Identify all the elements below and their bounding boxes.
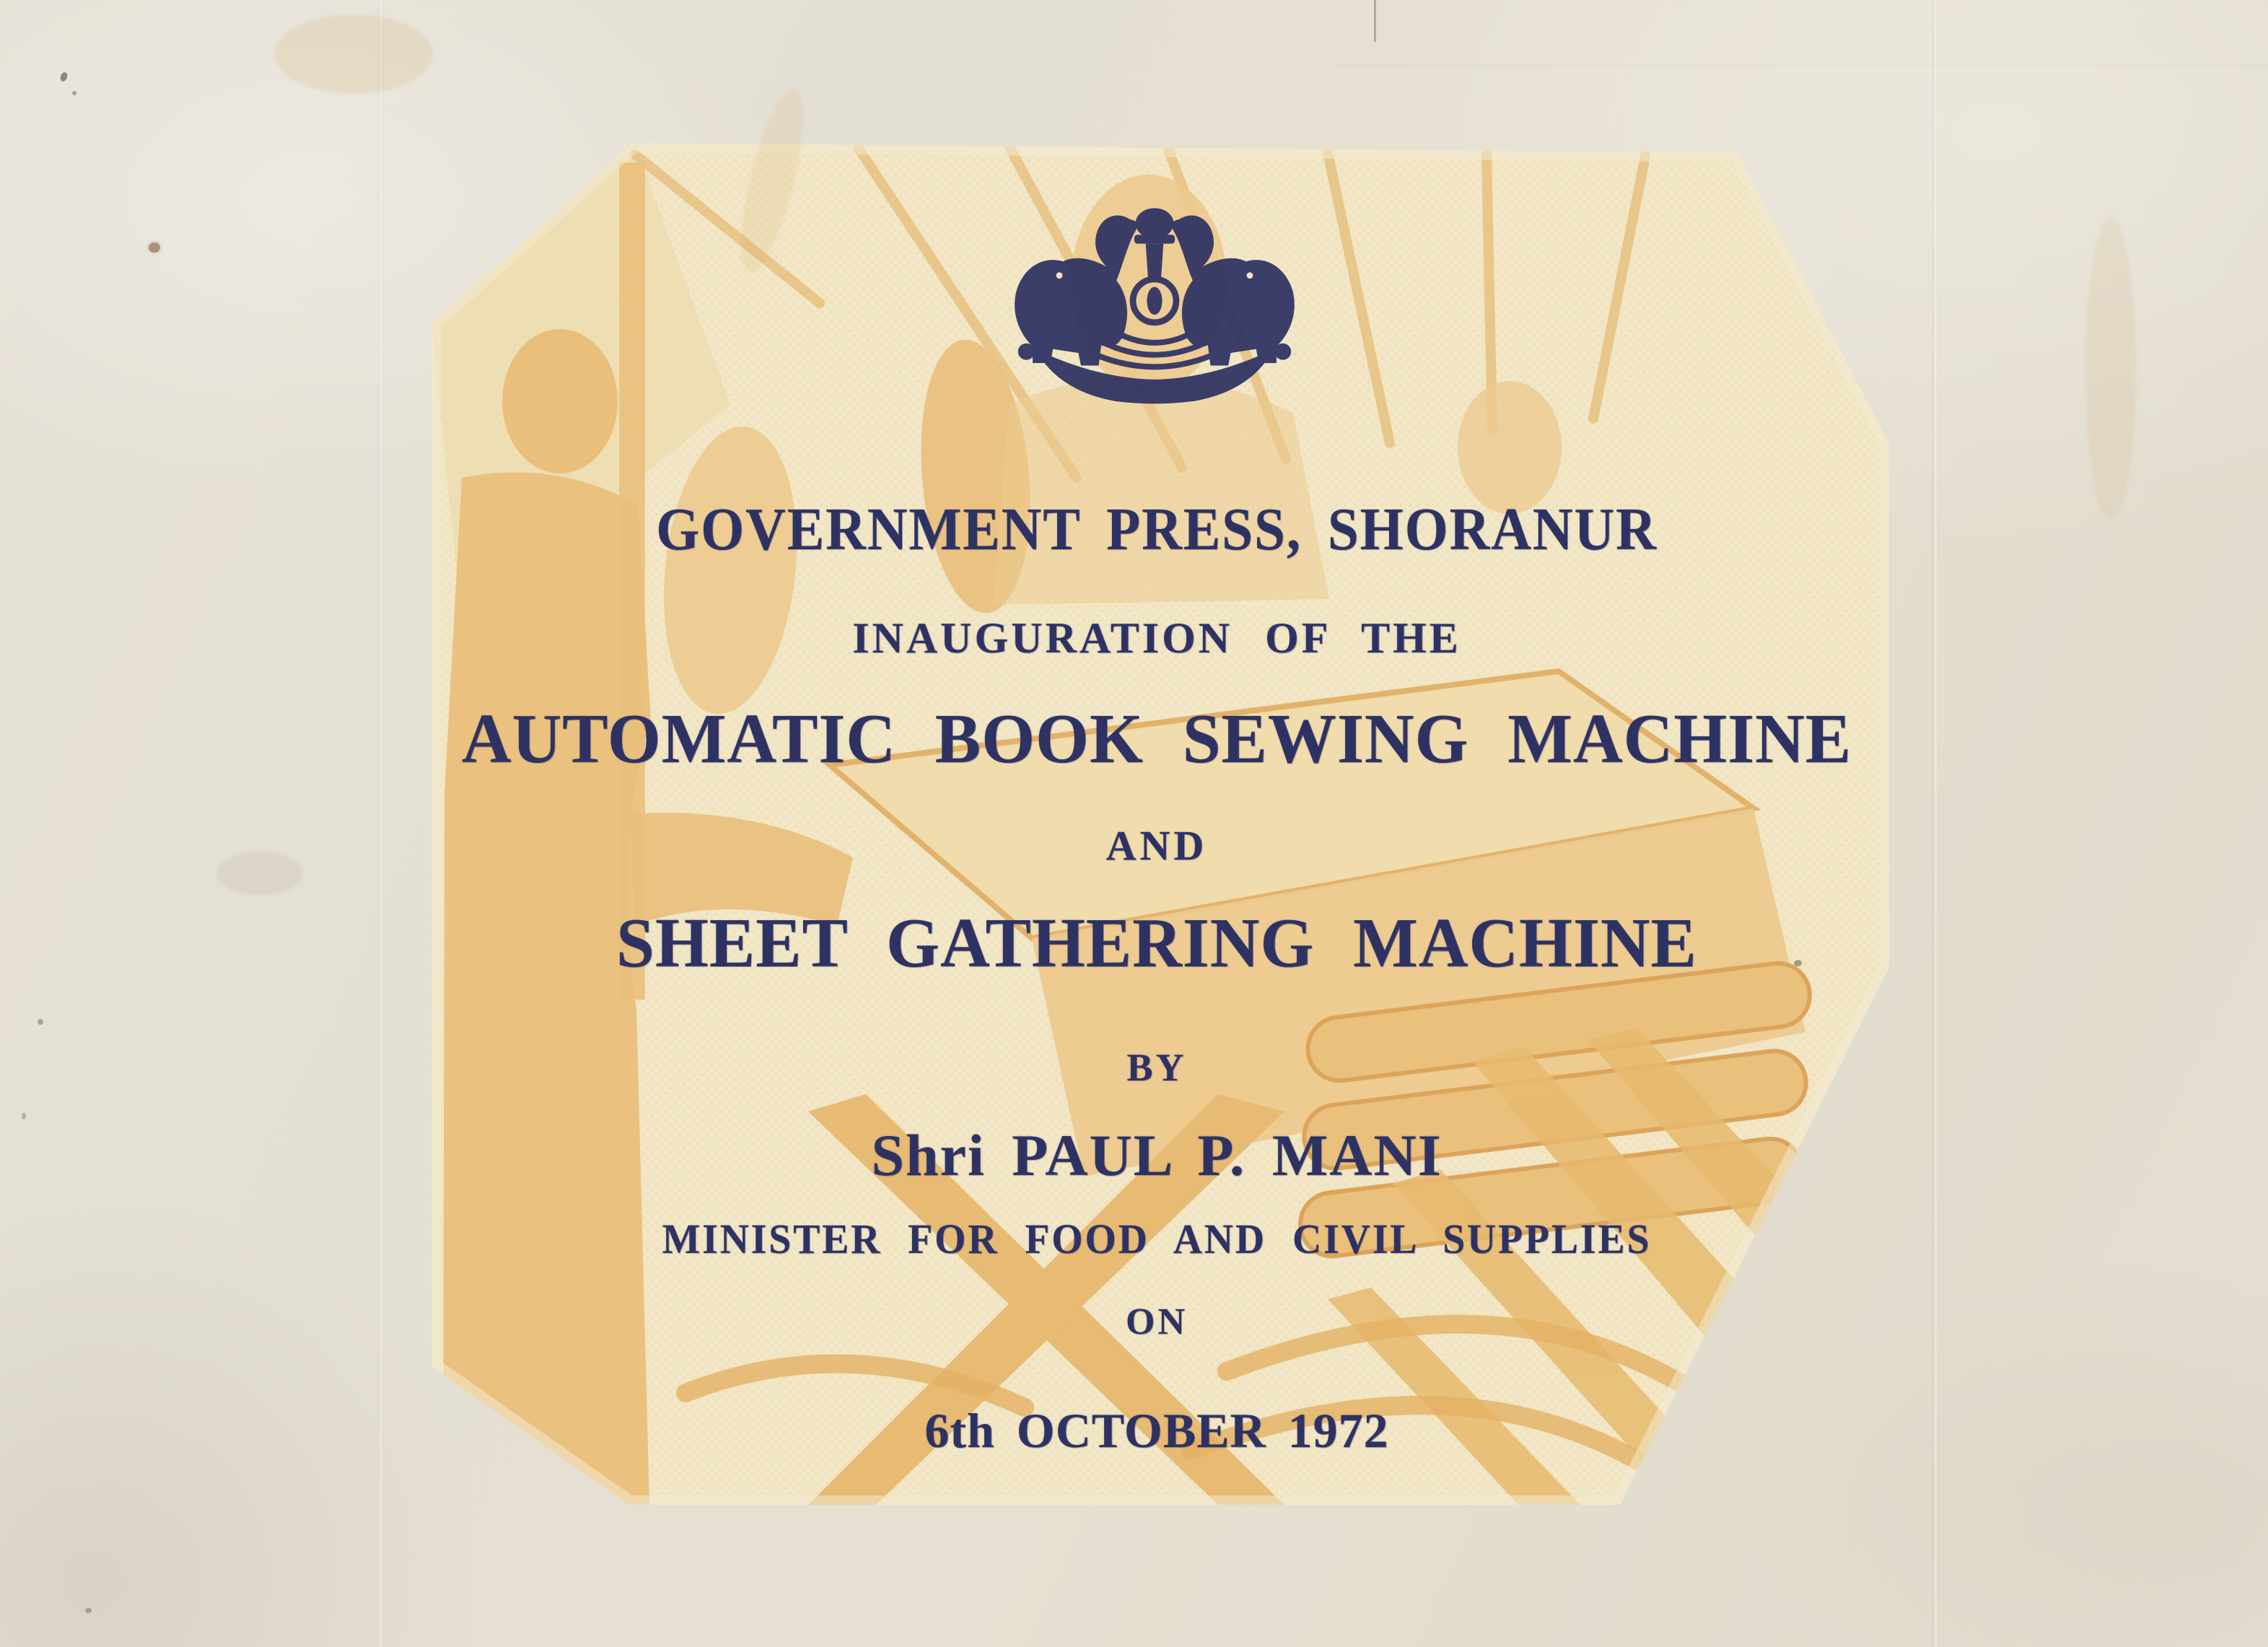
paper-speck [22,1113,26,1119]
event-intro-line: INAUGURATION OF THE [852,614,1461,662]
paper-stain [274,14,433,94]
inaugurator-name: Shri PAUL P. MANI [871,1122,1442,1188]
paper-speck [38,1019,43,1025]
scan-artifact-line [1374,0,1376,42]
conjunction-and: AND [1105,822,1208,869]
event-date: 6th OCTOBER 1972 [924,1403,1389,1458]
paper-speck [1794,960,1802,966]
machine-title-1: AUTOMATIC BOOK SEWING MACHINE [461,700,1852,778]
on-label: ON [1126,1301,1188,1342]
paper-speck [85,1608,92,1613]
paper-crease-top [1335,65,2268,67]
press-name: GOVERNMENT PRESS, SHORANUR [656,496,1658,563]
machine-title-2: SHEET GATHERING MACHINE [616,904,1697,982]
by-label: BY [1126,1046,1187,1089]
paper-stain [2085,217,2136,520]
paper-speck [72,91,76,95]
paper-stain [216,852,303,895]
paper-stain-spot [149,243,160,253]
inaugurator-title: MINISTER FOR FOOD AND CIVIL SUPPLIES [662,1215,1652,1262]
